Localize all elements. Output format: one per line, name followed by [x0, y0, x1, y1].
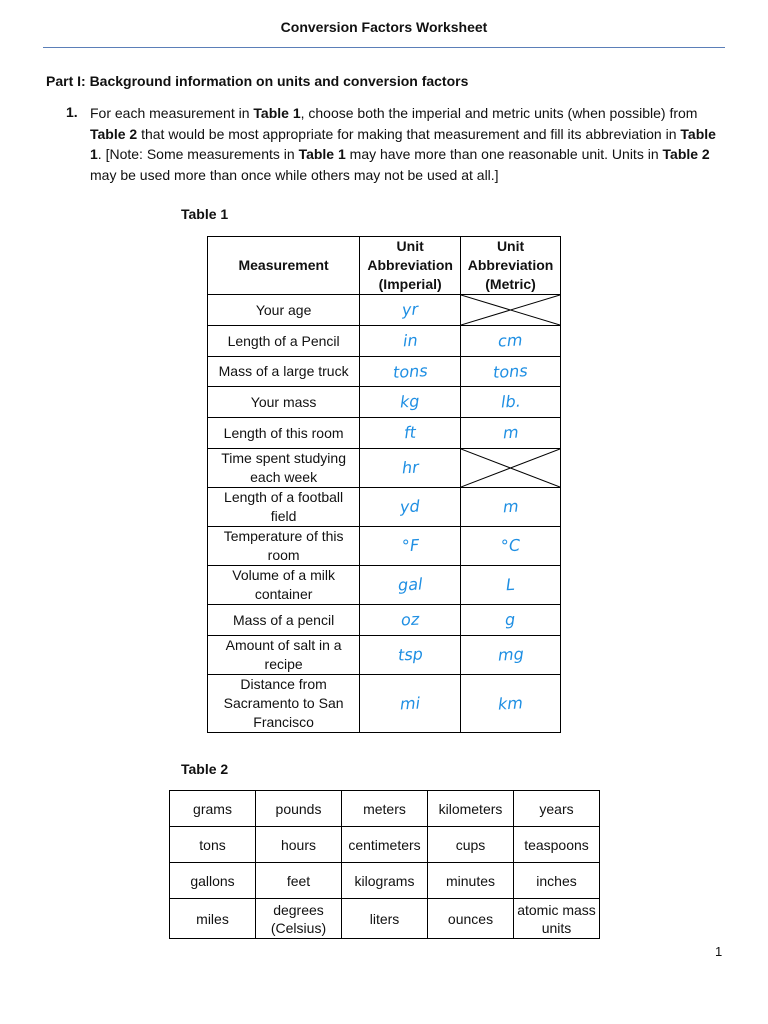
imperial-answer-cell	[360, 636, 461, 675]
metric-answer-cell	[461, 566, 561, 605]
page-number: 1	[715, 944, 723, 959]
metric-crossed-out-cell	[461, 295, 561, 326]
imperial-answer-cell	[360, 449, 461, 488]
table1	[207, 236, 561, 733]
question-bold-ref: Table 2	[662, 146, 710, 162]
question-text-segment: , choose both the imperial and metric units (when possible) from	[300, 105, 698, 121]
metric-answer-cell	[461, 636, 561, 675]
measurement-cell: Your mass	[208, 387, 360, 418]
handwritten-answer: mg	[497, 644, 524, 665]
question-bold-ref: Table 1	[253, 105, 301, 121]
table2-row	[170, 899, 600, 939]
measurement-cell: Length of a football field	[208, 488, 360, 527]
unit-cell: kilograms	[342, 863, 428, 899]
unit-cell: miles	[170, 899, 256, 939]
imperial-answer-cell	[360, 675, 461, 733]
handwritten-answer: kg	[399, 391, 421, 412]
question-text-segment: For each measurement in	[90, 105, 254, 121]
table2-row	[170, 827, 600, 863]
header-imperial: Unit Abbreviation (Imperial)	[360, 237, 461, 295]
imperial-answer-cell	[360, 527, 461, 566]
table1-label: Table 1	[181, 206, 229, 222]
part-heading: Part I: Background information on units and conversion factors	[46, 73, 469, 89]
question-text-segment: may have more than one reasonable unit. Units in	[345, 146, 663, 162]
table2-row	[170, 791, 600, 827]
header-metric: Unit Abbreviation (Metric)	[461, 237, 561, 295]
unit-cell: years	[514, 791, 600, 827]
measurement-cell: Amount of salt in a recipe	[208, 636, 360, 675]
metric-answer-cell	[461, 418, 561, 449]
handwritten-answer: hr	[401, 457, 420, 478]
unit-cell: meters	[342, 791, 428, 827]
handwritten-answer: °F	[401, 535, 420, 556]
table1-row	[208, 605, 561, 636]
handwritten-answer: lb.	[500, 391, 521, 412]
unit-cell: degrees (Celsius)	[256, 899, 342, 939]
handwritten-answer: yd	[399, 496, 421, 517]
unit-cell: teaspoons	[514, 827, 600, 863]
handwritten-answer: in	[402, 330, 418, 351]
metric-answer-cell	[461, 675, 561, 733]
metric-answer-cell	[461, 488, 561, 527]
unit-cell: centimeters	[342, 827, 428, 863]
measurement-cell: Volume of a milk container	[208, 566, 360, 605]
handwritten-answer: °C	[500, 535, 521, 556]
handwritten-answer: ft	[403, 422, 417, 443]
table1-row	[208, 387, 561, 418]
imperial-answer-cell	[360, 387, 461, 418]
question-bold-ref: Table 1	[90, 125, 716, 162]
unit-cell: pounds	[256, 791, 342, 827]
table1-row	[208, 527, 561, 566]
cross-out-mark	[461, 295, 560, 325]
metric-answer-cell	[461, 387, 561, 418]
metric-answer-cell	[461, 326, 561, 357]
unit-cell: tons	[170, 827, 256, 863]
handwritten-answer: g	[504, 609, 517, 630]
measurement-cell: Mass of a large truck	[208, 357, 360, 387]
table1-row	[208, 357, 561, 387]
unit-cell: cups	[428, 827, 514, 863]
cross-out-mark	[461, 449, 560, 487]
title-divider	[43, 47, 725, 48]
measurement-cell: Mass of a pencil	[208, 605, 360, 636]
unit-cell: atomic mass units	[514, 899, 600, 939]
metric-answer-cell	[461, 605, 561, 636]
question-text-segment: may be used more than once while others may not be used at all.]	[90, 166, 499, 183]
handwritten-answer: cm	[497, 330, 524, 351]
handwritten-answer: km	[497, 692, 524, 714]
table1-row	[208, 566, 561, 605]
table1-row	[208, 418, 561, 449]
table1-row	[208, 326, 561, 357]
table2	[169, 790, 600, 939]
handwritten-answer: m	[502, 496, 519, 517]
metric-crossed-out-cell	[461, 449, 561, 488]
unit-cell: liters	[342, 899, 428, 939]
handwritten-answer: tsp	[397, 644, 424, 665]
handwritten-answer: tons	[492, 360, 529, 382]
table1-header-row	[208, 237, 561, 295]
table1-row	[208, 636, 561, 675]
table2-row	[170, 863, 600, 899]
imperial-answer-cell	[360, 605, 461, 636]
handwritten-answer: tons	[392, 360, 428, 382]
measurement-cell: Your age	[208, 295, 360, 326]
imperial-answer-cell	[360, 566, 461, 605]
imperial-answer-cell	[360, 326, 461, 357]
question-text-segment: that would be most appropriate for making that measurement and fill its abbreviation in	[137, 125, 681, 142]
metric-answer-cell	[461, 527, 561, 566]
question-number: 1.	[66, 104, 78, 120]
metric-answer-cell	[461, 357, 561, 387]
table2-label: Table 2	[181, 761, 229, 777]
unit-cell: inches	[514, 863, 600, 899]
unit-cell: ounces	[428, 899, 514, 939]
document-title: Conversion Factors Worksheet	[280, 19, 488, 35]
question-bold-ref: Table 1	[298, 146, 346, 162]
handwritten-answer: m	[502, 422, 519, 443]
handwritten-answer: mi	[399, 692, 421, 714]
unit-cell: gallons	[170, 863, 256, 899]
unit-cell: minutes	[428, 863, 514, 899]
table1-row	[208, 488, 561, 527]
question-text-segment: . [Note: Some measurements in	[97, 146, 299, 162]
imperial-answer-cell	[360, 418, 461, 449]
measurement-cell: Time spent studying each week	[208, 449, 360, 488]
handwritten-answer: L	[505, 574, 516, 595]
handwritten-answer: oz	[400, 609, 420, 630]
unit-cell: grams	[170, 791, 256, 827]
unit-cell: hours	[256, 827, 342, 863]
measurement-cell: Length of this room	[208, 418, 360, 449]
question-bold-ref: Table 2	[90, 125, 138, 142]
header-measurement: Measurement	[208, 237, 360, 295]
imperial-answer-cell	[360, 357, 461, 387]
handwritten-answer: gal	[397, 574, 423, 595]
unit-cell: kilometers	[428, 791, 514, 827]
measurement-cell: Temperature of this room	[208, 527, 360, 566]
measurement-cell: Distance from Sacramento to San Francisco	[208, 675, 360, 733]
question-text	[90, 103, 730, 185]
table1-row	[208, 449, 561, 488]
imperial-answer-cell	[360, 488, 461, 527]
handwritten-answer: yr	[401, 299, 419, 320]
unit-cell: feet	[256, 863, 342, 899]
measurement-cell: Length of a Pencil	[208, 326, 360, 357]
imperial-answer-cell	[360, 295, 461, 326]
table1-row	[208, 675, 561, 733]
table1-row	[208, 295, 561, 326]
